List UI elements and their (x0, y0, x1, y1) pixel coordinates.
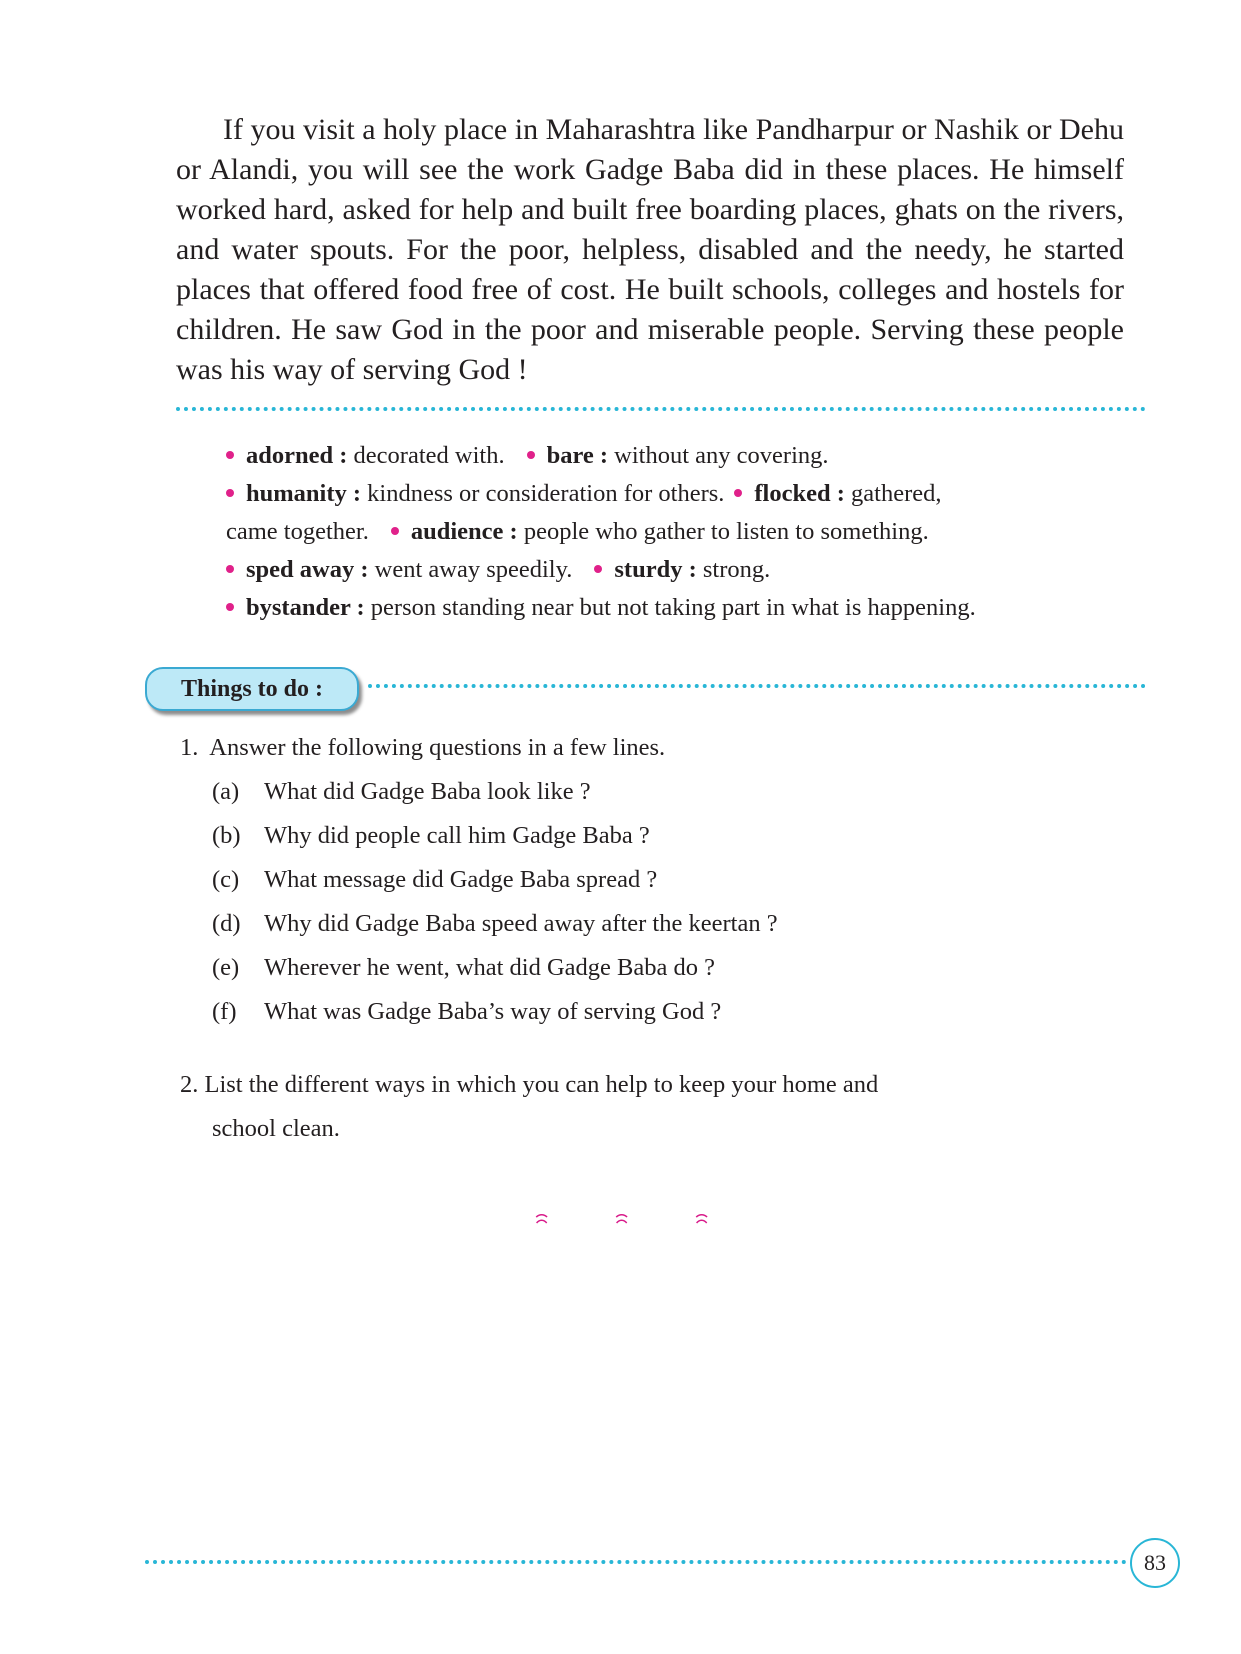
question-2 (180, 1070, 878, 1100)
sub-question-label: (c) (212, 866, 240, 893)
divider-footer (145, 1560, 1127, 1564)
glossary-line-1 (226, 437, 1126, 475)
bullet-icon (226, 603, 234, 611)
question-1 (180, 733, 665, 763)
sub-question-b (212, 821, 650, 851)
bullet-icon (226, 565, 234, 573)
glossary-term: bystander : (246, 594, 365, 621)
sub-question-text: Why did people call him Gadge Baba ? (264, 822, 650, 849)
glossary-line-4 (226, 551, 1126, 589)
sub-question-label: (b) (212, 822, 241, 849)
question-text: Answer the following questions in a few lines. (209, 734, 666, 761)
glossary (226, 437, 1126, 627)
sub-question-e (212, 953, 715, 983)
glossary-line-5 (226, 589, 1126, 627)
glossary-meaning: went away speedily. (374, 556, 573, 583)
bullet-icon (226, 451, 234, 459)
end-ornaments (550, 1210, 710, 1255)
sub-question-label: (f) (212, 998, 237, 1025)
question-number: 2. (180, 1071, 199, 1098)
sub-question-f (212, 997, 721, 1027)
sub-question-text: Wherever he went, what did Gadge Baba do ? (264, 954, 716, 981)
bullet-icon (527, 451, 535, 459)
sub-question-label: (d) (212, 910, 241, 937)
sub-question-a (212, 777, 591, 807)
glossary-term: adorned : (246, 442, 348, 469)
glossary-meaning: strong. (702, 556, 771, 583)
glossary-meaning: without any covering. (614, 442, 829, 469)
page-number: 83 (1130, 1538, 1180, 1588)
glossary-term: humanity : (246, 480, 362, 507)
glossary-term: sped away : (246, 556, 369, 583)
sub-question-d (212, 909, 778, 939)
things-to-do-heading: Things to do : (145, 667, 359, 711)
sub-question-text: What message did Gadge Baba spread ? (264, 866, 658, 893)
glossary-line-3 (226, 513, 1126, 551)
glossary-line-2 (226, 475, 1126, 513)
body-paragraph: If you visit a holy place in Maharashtra like Pandharpur or Nashik or Dehu or Alandi, you will see the work Gadge Baba did in these places. He himself worked hard, asked for help and built free boarding places, ghats on the rivers, and water spouts. For the poor, helpless, disabled and the needy, he started places that offered food free of cost. He built schools, colleges and hostels for children. He saw God in the poor and miserable people. Serving these people was his way of serving God ! (176, 113, 1124, 386)
divider-heading (368, 684, 1146, 688)
glossary-meaning: decorated with. (353, 442, 505, 469)
sub-question-text: What did Gadge Baba look like ? (264, 778, 591, 805)
glossary-meaning: kindness or consideration for others. (367, 480, 725, 507)
glossary-meaning: people who gather to listen to something. (523, 518, 929, 545)
sub-question-c (212, 865, 657, 895)
bullet-icon (734, 489, 742, 497)
bullet-icon (391, 527, 399, 535)
sub-question-label: (a) (212, 778, 240, 805)
sub-question-label: (e) (212, 954, 240, 981)
glossary-meaning: person standing near but not taking part in what is happening. (370, 594, 976, 621)
question-2-continued (212, 1114, 340, 1144)
question-text: school clean. (212, 1115, 340, 1142)
bullet-icon (594, 565, 602, 573)
glossary-term: flocked : (754, 480, 845, 507)
divider-top (176, 407, 1146, 411)
glossary-term: audience : (410, 518, 518, 545)
bullet-icon (226, 489, 234, 497)
glossary-meaning: came together. (226, 518, 369, 545)
question-number: 1. (180, 734, 199, 761)
glossary-term: bare : (546, 442, 609, 469)
glossary-meaning: gathered, (851, 480, 942, 507)
glossary-term: sturdy : (614, 556, 697, 583)
sub-question-text: What was Gadge Baba’s way of serving God ? (264, 998, 722, 1025)
question-text: List the different ways in which you can help to keep your home and (204, 1071, 879, 1098)
sub-question-text: Why did Gadge Baba speed away after the keertan ? (264, 910, 778, 937)
